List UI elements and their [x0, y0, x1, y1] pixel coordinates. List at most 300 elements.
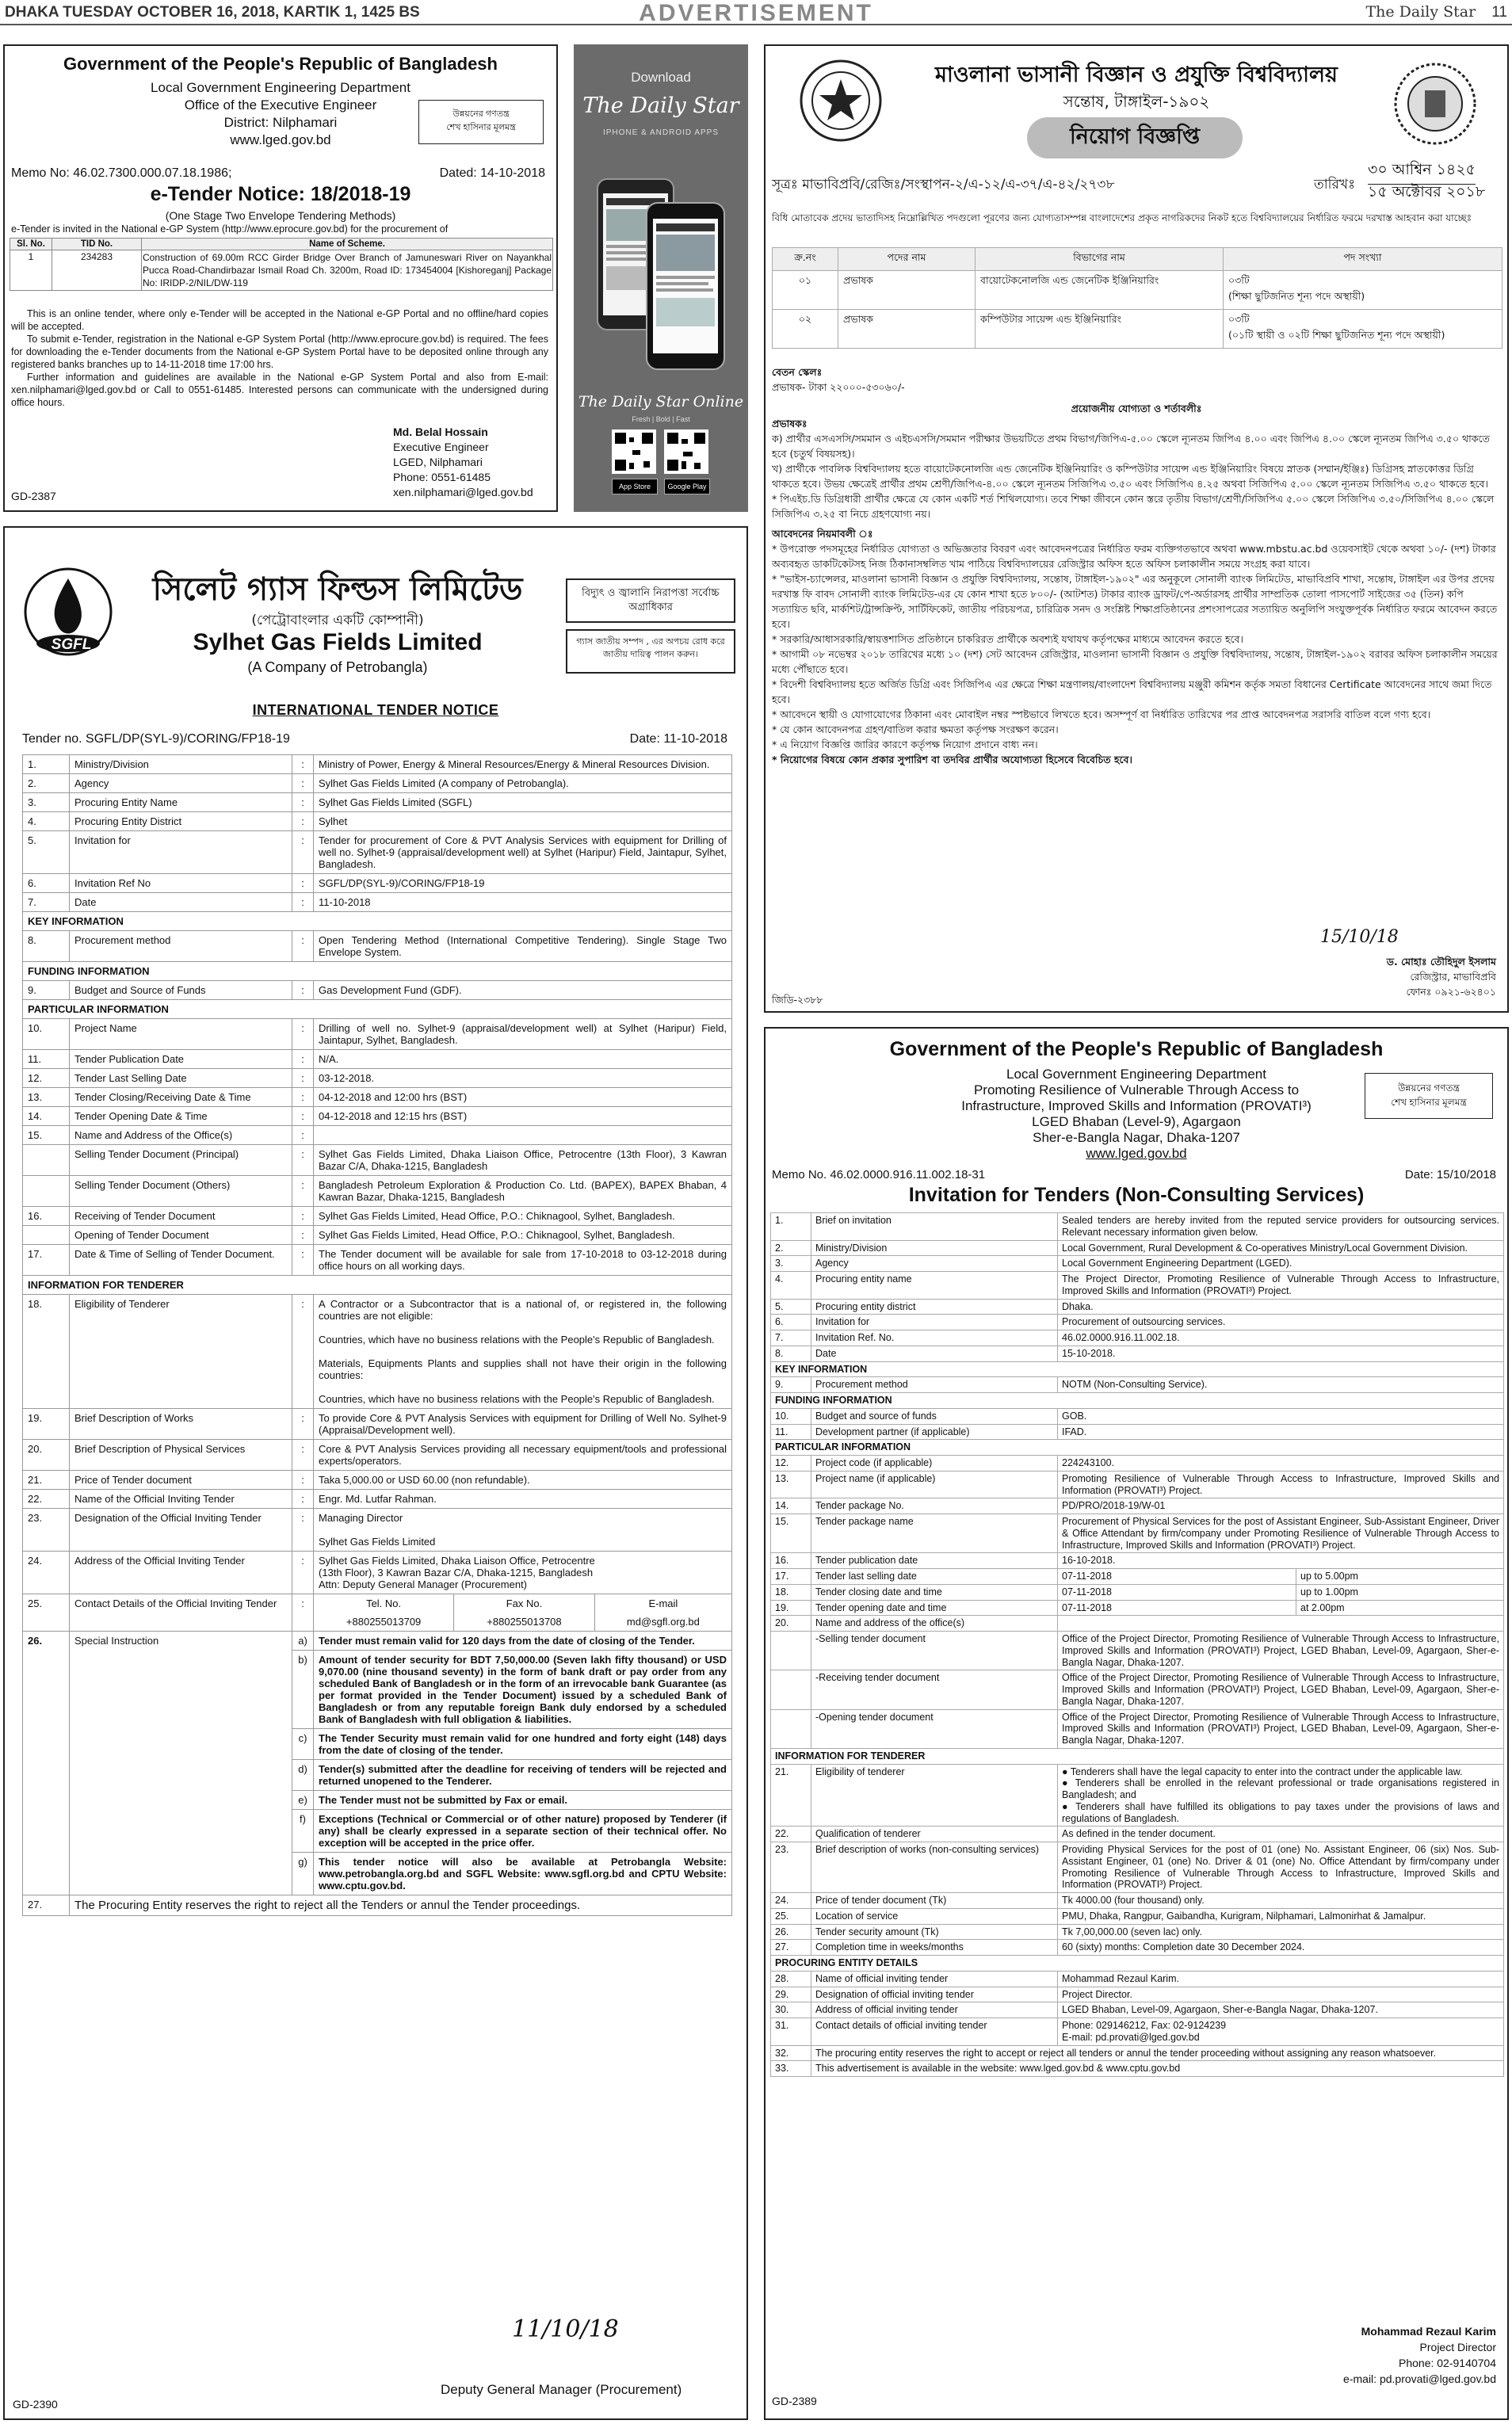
row-colon: :: [292, 1145, 314, 1176]
row-value: Dhaka.: [1058, 1299, 1504, 1315]
instruction-text: Tender must remain valid for 120 days from the date of closing of the Tender.: [314, 1632, 732, 1651]
table-row: [771, 1408, 1504, 1424]
pv-slogan-badge: উন্নয়নের গণতন্ত্র শেখ হাসিনার মূলমন্ত্র: [1365, 1073, 1493, 1119]
row-value: 224243100.: [1058, 1456, 1504, 1472]
mbstu-qual-head: প্রয়োজনীয় যোগ্যতা ও শর্তাবলীঃ: [1071, 403, 1202, 414]
mbstu-rules-head: আবেদনের নিয়মাবলী ঃ: [772, 528, 873, 540]
instruction-letter: d): [292, 1760, 314, 1791]
table-row: [23, 1088, 732, 1107]
ad1-district: District: Nilphamari: [223, 115, 338, 130]
row-number: 7.: [771, 1330, 811, 1346]
mbstu-signature: [1387, 954, 1496, 999]
row-label: Brief description of works (non-consulting services): [811, 1842, 1058, 1893]
pv-url[interactable]: www.lged.gov.bd: [1086, 1146, 1187, 1161]
pv-memo: Memo No. 46.02.0000.916.11.002.18-31: [772, 1168, 986, 1181]
ad-lged-nilphamari: [3, 44, 558, 512]
ad-mbstu-recruitment: [764, 44, 1509, 1013]
row-label: Contact Details of the Official Inviting Tender: [70, 1594, 292, 1632]
mbstu-qual-3: * পিএইচ.ডি ডিগ্রিধারী প্রার্থীর ক্ষেত্রে যে কোন একটি শর্ত শিথিলযোগ্য। তবে শিক্ষা জীবনে কোন স্তরে তৃতীয় বিভাগ/শ্রেণী/সিজিপিএ ৫.০০ স্কেলে সিজিপিএ ৩.৫০/সিজিপিএ ৪.০০ স্কেলে সিজিপিএ ৩.২৫ বা নিচে গ্রহণযোগ্য নয়।: [772, 493, 1495, 520]
row-value: The Project Director, Promoting Resilience of Vulnerable Through Access to Infrastructure, Improved Skills and Information (PROVATI³) Project.: [1058, 1272, 1504, 1300]
mbstu-row1-count-note: (শিক্ষা ছুটিজনিত শূন্য পদে অস্থায়ী): [1228, 290, 1365, 302]
ad1-gov: Government of the People's Republic of Bangladesh: [63, 54, 498, 74]
row-value: Mohammad Rezaul Karim.: [1058, 1971, 1504, 1987]
row-number: 4.: [23, 812, 70, 831]
row-value: Sylhet Gas Fields Limited, Dhaka Liaison Office, Petrocentre (13th Floor), 3 Kawran Bazar C/A, Dhaka-1215, Bangladesh: [314, 1145, 732, 1176]
ad1-sig-title: Executive Engineer: [393, 441, 489, 453]
row-colon: :: [292, 1490, 314, 1509]
row-value-time: at 2.00pm: [1296, 1600, 1504, 1616]
row-label: Budget and Source of Funds: [70, 981, 292, 1000]
pv-gov: Government of the People's Republic of Bangladesh: [889, 1038, 1384, 1060]
row-number: 2.: [771, 1240, 811, 1256]
contact-email-header: E-mail: [648, 1598, 678, 1609]
table-row: [771, 1971, 1504, 1987]
ad1-code: GD-2387: [11, 490, 56, 502]
section-row: [23, 912, 732, 931]
row-number: 29.: [771, 1987, 811, 2002]
sgfl-title-wrap: [5, 702, 746, 719]
instruction-text: Tender(s) submitted after the deadline for receiving of tenders will be rejected and returned unopened to the Tenderer.: [314, 1760, 732, 1791]
section-row: [771, 1440, 1504, 1456]
row-label: Procuring entity name: [811, 1272, 1058, 1300]
row-value: Engr. Md. Lutfar Rahman.: [314, 1490, 732, 1509]
row-label: Tender security amount (Tk): [811, 1924, 1058, 1940]
row-value: Bangladesh Petroleum Exploration & Production Co. Ltd. (BAPEX), BAPEX Bhaban, 4 Kawran Bazar, Dhaka-1215, Bangladesh: [314, 1176, 732, 1207]
pv-title: Invitation for Tenders (Non-Consulting Services): [908, 1184, 1365, 1206]
table-row: [771, 1240, 1504, 1256]
row-colon: :: [292, 831, 314, 874]
instruction-text: The Tender Security must remain valid for one hundred and forty eight (148) days from the date of closing of the tender.: [314, 1729, 732, 1760]
pv-sig-title: Project Director: [1419, 2341, 1496, 2353]
ad1-para-1: This is an online tender, where only e-Tender will be accepted in the National e-GP Portal and no offline/hard copies will be accepted.: [11, 308, 548, 332]
sgfl-sig-title: Deputy General Manager (Procurement): [441, 2382, 682, 2397]
row-value: 16-10-2018.: [1058, 1553, 1504, 1569]
row-value: Drilling of well no. Sylhet-9 (appraisal/development well) at Sylhet (Haripur) Field, Jaintapur, Sylhet, Bangladesh.: [314, 1019, 732, 1050]
row-label: Project name (if applicable): [811, 1471, 1058, 1498]
sgfl-signature-scribble: 11/10/18: [512, 2315, 619, 2343]
mbstu-notice-badge: নিয়োগ বিজ্ঞপ্তি: [1027, 117, 1243, 158]
mbstu-row2-count: [1224, 310, 1502, 349]
row-number: 32.: [771, 2045, 811, 2061]
table-row: [771, 1632, 1504, 1670]
section-heading: INFORMATION FOR TENDERER: [771, 1748, 1504, 1764]
row-label: Procuring Entity Name: [70, 793, 292, 812]
row-value: 46.02.0000.916.11.002.18.: [1058, 1330, 1504, 1346]
row-label: Selling Tender Document (Others): [70, 1176, 292, 1207]
mbstu-memo: সূত্রঃ মাভাবিপ্রবি/রেজিঃ/সংস্থাপন-২/এ-১২/এ-৩৭/এ-৪২/২৭৩৮: [772, 177, 1115, 193]
ad1-slogan-badge: উন্নয়নের গণতন্ত্র শেখ হাসিনার মূলমন্ত্র: [418, 100, 544, 144]
row-colon: :: [292, 1088, 314, 1107]
section-title: ADVERTISEMENT: [639, 0, 873, 26]
row-number: 11.: [771, 1424, 811, 1440]
row-number: 16.: [771, 1553, 811, 1569]
row-label: Name of official inviting tender: [811, 1971, 1058, 1987]
mbstu-rule-7: * যে কোন আবেদনপত্র গ্রহণ/বাতিল করার ক্ষমতা কর্তৃপক্ষ সংরক্ষণ করেন।: [772, 723, 1059, 735]
row-label: Tender publication date: [811, 1553, 1058, 1569]
ad1-sig-email[interactable]: xen.nilphamari@lged.gov.bd: [393, 486, 533, 498]
pv-sig-email[interactable]: e-mail: pd.provati@lged.gov.bd: [1343, 2372, 1496, 2385]
row-value: A Contractor or a Subcontractor that is a national of, or registered in, the following countries are not eligible: Countries, which have no business relations with the People's Republic of Bangladesh. Materials, Equipments Plants and supplies shall not have their origin in the following countries: Countries, which have no business relations with the People's Republic of Bangladesh.: [314, 1295, 732, 1409]
row-colon: :: [292, 1440, 314, 1471]
row-value: Project Director.: [1058, 1987, 1504, 2002]
mbstu-row1-count-n: ০৩টি: [1228, 274, 1250, 286]
row-value: Tk 7,00,000.00 (seven lac) only.: [1058, 1924, 1504, 1940]
pv-sig-name: Mohammad Rezaul Karim: [1361, 2325, 1496, 2338]
special-instruction-row: [23, 1632, 732, 1651]
row-number: 18.: [23, 1295, 70, 1409]
row-number: 3.: [23, 793, 70, 812]
row-value: Tender for procurement of Core & PVT Analysis Services with equipment for Drilling of well no. Sylhet-9 (appraisal/development well) at Sylhet (Haripur) Field, Jaintapur, Sylhet, Bangladesh.: [314, 831, 732, 874]
row-colon: :: [292, 1245, 314, 1276]
row-value: 15-10-2018.: [1058, 1346, 1504, 1361]
ad1-th-scheme: Name of Scheme.: [142, 239, 553, 250]
sgfl-name: Sylhet Gas Fields Limited: [193, 629, 483, 655]
row-text: The procuring entity reserves the right to accept or reject all tenders or annul the tender proceeding without assigning any reason whatsoever.: [811, 2045, 1504, 2061]
row-text: The Procuring Entity reserves the right to reject all the Tenders or annul the Tender proceedings.: [70, 1895, 732, 1916]
row-label: Tender closing date and time: [811, 1584, 1058, 1600]
sgfl-slogan-1: বিদ্যুৎ ও জ্বালানি নিরাপত্তা সর্বোচ্চ অগ্রাধিকার: [566, 578, 735, 623]
sgfl-bn-name: সিলেট গ্যাস ফিল্ডস লিমিটেড: [152, 571, 523, 608]
instruction-letter: f): [292, 1810, 314, 1853]
contact-fax-header: Fax No.: [454, 1594, 595, 1613]
ad1-paras: [11, 307, 548, 409]
row-label: Address of the Official Inviting Tender: [70, 1552, 292, 1594]
mbstu-logo-icon: [797, 57, 884, 144]
row-colon: :: [292, 793, 314, 812]
mbstu-signature-scribble: 15/10/18: [1320, 927, 1399, 947]
row-colon: :: [292, 755, 314, 774]
pv-code: GD-2389: [772, 2395, 817, 2407]
contact-email[interactable]: md@sgfl.org.bd: [626, 1616, 700, 1628]
table-row: [771, 1456, 1504, 1472]
table-row: [771, 1600, 1504, 1616]
row-number: 18.: [771, 1584, 811, 1600]
table-row: [23, 812, 732, 831]
row-label: Brief Description of Works: [70, 1409, 292, 1440]
row-label: Tender Last Selling Date: [70, 1069, 292, 1088]
row-colon: :: [292, 1126, 314, 1145]
row-colon: :: [292, 1295, 314, 1409]
row-value: The Tender document will be available for sale from 17-10-2018 to 03-12-2018 during office hours on all working days.: [314, 1245, 732, 1276]
header-right: [1365, 3, 1507, 21]
row-label: Price of tender document (Tk): [811, 1893, 1058, 1909]
contact-tel-header: Tel. No.: [314, 1594, 454, 1613]
row-number: [23, 1176, 70, 1207]
row-number: [23, 1226, 70, 1245]
row-number: 13.: [23, 1088, 70, 1107]
ad1-intro: e-Tender is invited in the National e-GP System (http://www.eprocure.gov.bd) for the procurement of: [11, 223, 449, 235]
row-value: 04-12-2018 and 12:00 hrs (BST): [314, 1088, 732, 1107]
row-value: 04-12-2018 and 12:15 hrs (BST): [314, 1107, 732, 1126]
row-label: Tender opening date and time: [811, 1600, 1058, 1616]
table-row: [771, 1256, 1504, 1272]
mbstu-date-english: ১৫ অক্টোবর ২০১৮: [1368, 183, 1486, 200]
row-value: N/A.: [314, 1050, 732, 1069]
row-number: 22.: [23, 1490, 70, 1509]
section-row: [23, 1276, 732, 1295]
table-row: [23, 1409, 732, 1440]
row-label: Procurement method: [811, 1377, 1058, 1393]
ad1-subtitle: (One Stage Two Envelope Tendering Methods): [165, 209, 396, 222]
google-play-button[interactable]: Google Play: [664, 479, 710, 494]
ad1-signature: [393, 425, 533, 500]
row-number: 5.: [771, 1299, 811, 1315]
row-number: 9.: [771, 1377, 811, 1393]
row-label: Date: [811, 1346, 1058, 1361]
row-label: Address of official inviting tender: [811, 2002, 1058, 2018]
row-value: 11-10-2018: [314, 893, 732, 912]
row-number: 20.: [23, 1440, 70, 1471]
mbstu-pay-label: বেতন স্কেলঃ: [772, 366, 823, 378]
row-number: 10.: [771, 1408, 811, 1424]
row-number: 13.: [771, 1471, 811, 1498]
row-label: Project code (if applicable): [811, 1456, 1058, 1472]
section-heading: PROCURING ENTITY DETAILS: [771, 1956, 1504, 1972]
row-number: 21.: [771, 1764, 811, 1827]
instruction-text: Amount of tender security for BDT 7,50,000.00 (Seven lakh fifty thousand) or USD 9,070.00 (nine thousand seventy) in the form of bank draft or pay order from any scheduled Bank of Bangladesh or in the form of an irrevocable bank Guarantee (as per format provided in the Tender Document) issued by a scheduled Bank of Bangladesh or from any reputable foreign Bank duly endorsed by a scheduled Bank of Bangladesh with full obligation & liabilities.: [314, 1651, 732, 1729]
mbstu-row2-count-note: (০১টি স্থায়ী ও ০২টি শিক্ষা ছুটিজনিত শূন্য পদে অস্থায়ী): [1228, 329, 1445, 341]
row-label: Tender package name: [811, 1514, 1058, 1553]
row-label: Name and Address of the Office(s): [70, 1126, 292, 1145]
ad1-title: e-Tender Notice: 18/2018-19: [150, 183, 411, 205]
instruction-letter: g): [292, 1853, 314, 1895]
table-row: [771, 1514, 1504, 1553]
sgfl-tender-no: Tender no. SGFL/DP(SYL-9)/CORING/FP18-19: [22, 732, 290, 746]
mbstu-row2-post: প্রভাষক: [838, 310, 976, 349]
table-row: [771, 1616, 1504, 1632]
app-store-button[interactable]: App Store: [612, 479, 658, 494]
row-number: 12.: [771, 1456, 811, 1472]
row-label: Receiving of Tender Document: [70, 1207, 292, 1226]
row-value: Sylhet Gas Fields Limited (A company of Petrobangla).: [314, 774, 732, 793]
promo-brand: The Daily Star: [582, 94, 739, 118]
table-row: [23, 1895, 732, 1916]
table-row: [23, 1176, 732, 1207]
promo-online: The Daily Star Online: [578, 393, 744, 410]
section-heading: INFORMATION FOR TENDERER: [23, 1276, 732, 1295]
table-row: [23, 893, 732, 912]
row-number: 28.: [771, 1971, 811, 1987]
row-number: 27.: [771, 1940, 811, 1956]
ad1-para-2: To submit e-Tender, registration in the National e-GP System Portal (http://www.eprocure.gov.bd) is required. The fees for downloading the e-Tender documents from the National e-GP System Portal have to be deposited online through any registered banks branches up to 14-11-2018 time 17:00 hrs.: [11, 334, 548, 370]
section-heading: FUNDING INFORMATION: [23, 962, 732, 981]
instruction-letter: b): [292, 1651, 314, 1729]
row-label: Ministry/Division: [70, 755, 292, 774]
row-colon: :: [292, 1509, 314, 1552]
promo-apps: IPHONE & ANDROID APPS: [602, 128, 720, 137]
row-colon: :: [292, 1409, 314, 1440]
ad1-dept: Local Government Engineering Department: [151, 80, 410, 95]
row-colon: :: [292, 893, 314, 912]
table-row: [771, 1709, 1504, 1748]
row-number: 15.: [771, 1514, 811, 1553]
table-row: [23, 1019, 732, 1050]
mbstu-rule-6: * আবেদনে স্থায়ী ও যোগাযোগের ঠিকানা এবং মোবাইল নম্বর স্পষ্টভাবে লিখতে হবে। অসম্পূর্ণ বা নির্ধারিত তারিখের পর প্রাপ্ত আবেদনপত্র সরাসরি বাতিল বলে গণ্য হবে।: [772, 708, 1431, 720]
table-row: [23, 1126, 732, 1145]
row-colon: :: [292, 1471, 314, 1490]
mbstu-qual-sub: প্রভাষকঃ: [772, 418, 808, 429]
table-row: [771, 1424, 1504, 1440]
row-label: Eligibility of tenderer: [811, 1764, 1058, 1827]
pv-dept: Local Government Engineering Department: [1006, 1067, 1266, 1082]
row-value: Sylhet Gas Fields Limited, Dhaka Liaison Office, Petrocentre (13th Floor), 3 Kawran Bazar C/A, Dhaka-1215, Bangladesh Attn: Deputy General Manager (Procurement): [314, 1552, 732, 1594]
row-label: Designation of the Official Inviting Tender: [70, 1509, 292, 1552]
row-number: 30.: [771, 2002, 811, 2018]
row-value: NOTM (Non-Consulting Service).: [1058, 1377, 1504, 1393]
row-value: Ministry of Power, Energy & Mineral Resources/Energy & Mineral Resources Division.: [314, 755, 732, 774]
table-row: [771, 2002, 1504, 2018]
row-number: 25.: [771, 1908, 811, 1924]
mbstu-row1-dept: বায়োটেকনোলজি এন্ড জেনেটিক ইঞ্জিনিয়ারিং: [976, 271, 1224, 310]
row-value-time: up to 1.00pm: [1296, 1584, 1504, 1600]
section-heading: FUNDING INFORMATION: [771, 1393, 1504, 1409]
page-number: 11: [1491, 4, 1507, 21]
row-number: 24.: [771, 1893, 811, 1909]
row-colon: :: [292, 981, 314, 1000]
row-label: Agency: [811, 1256, 1058, 1272]
row-label: Tender Opening Date & Time: [70, 1107, 292, 1126]
row-label: -Receiving tender document: [811, 1670, 1058, 1709]
row-number: 2.: [23, 774, 70, 793]
row-text: This advertisement is available in the website: www.lged.gov.bd & www.cptu.gov.bd: [811, 2061, 1504, 2077]
row-label: Brief Description of Physical Services: [70, 1440, 292, 1471]
instruction-text: Exceptions (Technical or Commercial or of other nature) proposed by Tenderer (if any) shall be clearly expressed in a separate section of their technical offer. No exception will be accepted in the price offer.: [314, 1810, 732, 1853]
row-number: 23.: [771, 1842, 811, 1893]
row-number: 22.: [771, 1827, 811, 1842]
row-number: 24.: [23, 1552, 70, 1594]
row-value-time: up to 5.00pm: [1296, 1569, 1504, 1585]
row-label: Development partner (if applicable): [811, 1424, 1058, 1440]
mbstu-place: সন্তোষ, টাঙ্গাইল-১৯০২: [1063, 92, 1210, 111]
row-number: 6.: [23, 874, 70, 893]
contact-table: [314, 1594, 731, 1631]
row-number: 31.: [771, 2018, 811, 2046]
mbstu-posts-table: [772, 247, 1502, 349]
row-value: IFAD.: [1058, 1424, 1504, 1440]
row-number: 20.: [771, 1616, 811, 1632]
contact-values-row: [314, 1613, 731, 1631]
mbstu-sig-name: ড. মোহাঃ তৌহিদুল ইসলাম: [1386, 956, 1496, 968]
ad-sgfl-tender: [3, 526, 748, 2420]
mbstu-intro: বিধি মোতাবেক প্রদেয় ভাতাদিসহ নিম্নোল্লিখিত পদগুলো পূরণের জন্য যোগ্যতাসম্পন্ন বাংলাদেশের প্রকৃত নাগরিকদের নিকট হতে বিশ্ববিদ্যালয়ের নির্ধারিত ফরমে দরখাস্ত আহবান করা যাচ্ছেঃ: [772, 212, 1472, 223]
sgfl-title: INTERNATIONAL TENDER NOTICE: [252, 702, 499, 718]
dateline: DHAKA TUESDAY OCTOBER 16, 2018, KARTIK 1, 1425 BS: [5, 4, 420, 21]
row-value: 07-11-2018: [1058, 1600, 1296, 1616]
row-label: Tender Closing/Receiving Date & Time: [70, 1088, 292, 1107]
row-colon: :: [292, 774, 314, 793]
table-row: [23, 774, 732, 793]
mbstu-pay: প্রভাষক- টাকা ২২০০০-৫৩০৬০/-: [772, 381, 905, 393]
row-label: Completion time in weeks/months: [811, 1940, 1058, 1956]
table-row: [771, 1764, 1504, 1827]
table-row: [771, 1987, 1504, 2002]
table-row: [23, 1440, 732, 1471]
row-number: 11.: [23, 1050, 70, 1069]
ad1-url: www.lged.gov.bd: [230, 132, 331, 147]
row-label: Eligibility of Tenderer: [70, 1295, 292, 1409]
mbstu-th-dept: বিভাগের নাম: [976, 248, 1224, 271]
row-number: 26.: [771, 1924, 811, 1940]
promo-download: Download: [631, 70, 691, 85]
ad1-para-3: Further information and guidelines are available in the National e-GP System Portal and also from E-mail: xen.nilphamari@lged.gov.bd or Call to 0551-61485. Interested persons can communicate with the undersigned during office hours.: [11, 372, 548, 408]
row-number: 4.: [771, 1272, 811, 1300]
mbstu-row2-count-n: ০৩টি: [1228, 313, 1250, 325]
table-row: [771, 1584, 1504, 1600]
row-value: Office of the Project Director, Promoting Resilience of Vulnerable Through Access to Infrastructure, Improved Skills and Information (PROVATI³) Project, LGED Bhaban, Level-09, Agargaon, Sher-e-Bangla Nagar, Dhaka-1207.: [1058, 1709, 1504, 1748]
row-label: -Selling tender document: [811, 1632, 1058, 1670]
table-row: [23, 981, 732, 1000]
row-number: [771, 1632, 811, 1670]
row-label: Selling Tender Document (Principal): [70, 1145, 292, 1176]
ad1-office: Office of the Executive Engineer: [184, 97, 377, 113]
pv-proj2: Infrastructure, Improved Skills and Information (PROVATI³): [961, 1098, 1312, 1113]
row-label: Budget and source of funds: [811, 1408, 1058, 1424]
table-row: [771, 1272, 1504, 1300]
mbstu-row2-dept: কম্পিউটার সায়েন্স এন্ড ইঞ্জিনিয়ারিং: [976, 310, 1224, 349]
row-value: SGFL/DP(SYL-9)/CORING/FP18-19: [314, 874, 732, 893]
phone-mockup-icon: [591, 155, 731, 385]
ad1-th-tid: TID No.: [52, 239, 142, 250]
row-colon: :: [292, 1207, 314, 1226]
row-label: Designation of official inviting tender: [811, 1987, 1058, 2002]
row-number: 9.: [23, 981, 70, 1000]
table-row: [23, 831, 732, 874]
row-number: 8.: [771, 1346, 811, 1361]
row-label: Procuring Entity District: [70, 812, 292, 831]
row-number: 5.: [23, 831, 70, 874]
mbstu-row1-post: প্রভাষক: [838, 271, 976, 310]
row-value: 07-11-2018: [1058, 1569, 1296, 1585]
row-value: PMU, Dhaka, Rangpur, Gaibandha, Kurigram, Nilphamari, Lalmonirhat & Jamalpur.: [1058, 1908, 1504, 1924]
ad1-dated: Dated: 14-10-2018: [439, 166, 545, 180]
sgfl-slogan-2: গ্যাস জাতীয় সম্পদ , এর অপচয় রোধ করে জাতীয় দায়িত্ব পালন করুন।: [566, 629, 735, 674]
table-row: [771, 1940, 1504, 1956]
pv-proj1: Promoting Resilience of Vulnerable Through Access to: [973, 1082, 1300, 1097]
row-label: Project Name: [70, 1019, 292, 1050]
row-value: Open Tendering Method (International Competitive Tendering). Single Stage Two Envelope System.: [314, 931, 732, 962]
table-row: [771, 1213, 1504, 1241]
row-label: Tender package No.: [811, 1498, 1058, 1514]
mbstu-sig-phone: ফোনঃ ০৯২১-৬২৪০১: [1406, 986, 1496, 998]
row-value: Office of the Project Director, Promoting Resilience of Vulnerable Through Access to Infrastructure, Improved Skills and Information (PROVATI³) Project, LGED Bhaban, Level-09, Agargaon, Sher-e-Bangla Nagar, Dhaka-1207.: [1058, 1670, 1504, 1709]
pv-addr1: LGED Bhaban (Level-9), Agargaon: [1032, 1114, 1241, 1129]
masthead: The Daily Star: [1365, 3, 1476, 21]
table-row: [771, 2045, 1504, 2061]
pv-signature: [1343, 2323, 1496, 2387]
instruction-letter: a): [292, 1632, 314, 1651]
row-value: Core & PVT Analysis Services providing all necessary equipment/tools and professional experts/operators.: [314, 1440, 732, 1471]
row-label: Opening of Tender Document: [70, 1226, 292, 1245]
row-label: Special Instruction: [70, 1632, 292, 1895]
instruction-letter: e): [292, 1791, 314, 1810]
table-row: [23, 1069, 732, 1088]
section-heading: KEY INFORMATION: [771, 1361, 1504, 1377]
mbstu-qual-1: ক) প্রার্থীর এসএসসি/সমমান ও এইচএসসি/সমমান পরীক্ষার উভয়টিতে প্রথম বিভাগ/জিপিএ-৫.০০ স্কেলে ন্যূনতম জিপিএ ৪.০০ এবং জিপিএ ৪.০০ স্কেলে ন্যূনতম জিপিএ ৩.৫০ থাকতে হবে (চতুর্থ বিষয়সহ)।: [772, 433, 1490, 460]
row-colon: :: [292, 812, 314, 831]
table-row: [23, 793, 732, 812]
row-label: Date & Time of Selling of Tender Document.: [70, 1245, 292, 1276]
table-row: [771, 2061, 1504, 2077]
page-header: [0, 0, 1512, 25]
row-value: PD/PRO/2018-19/W-01: [1058, 1498, 1504, 1514]
promo-daily-star-app[interactable]: [574, 44, 748, 512]
table-row: [771, 1553, 1504, 1569]
ad1-scheme-table: [10, 238, 553, 291]
row-value: GOB.: [1058, 1408, 1504, 1424]
table-row: [771, 1670, 1504, 1709]
row-value: Sylhet Gas Fields Limited, Head Office, P.O.: Chiknagool, Sylhet, Bangladesh.: [314, 1226, 732, 1245]
mbstu-rule-8: * এ নিয়োগ বিজ্ঞপ্তি জারির কারণে কর্তৃপক্ষ নিয়োগ প্রদানে বাধ্য নন।: [772, 739, 1038, 750]
